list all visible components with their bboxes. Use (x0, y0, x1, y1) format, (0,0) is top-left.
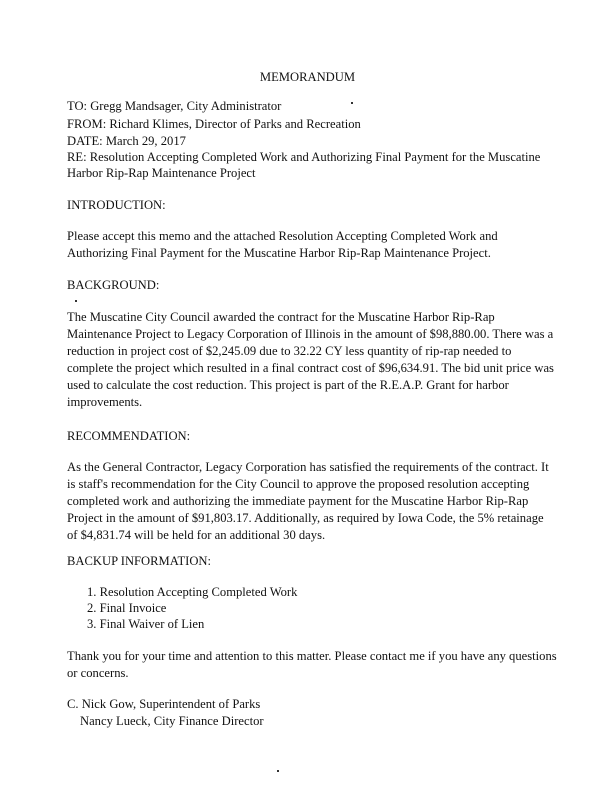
background-line: complete the project which resulted in a final contract cost of $96,634.91. The bid unit price was (67, 361, 554, 375)
backup-item: 1. Resolution Accepting Completed Work (87, 585, 298, 599)
closing-line: or concerns. (67, 666, 129, 680)
closing-line: Thank you for your time and attention to this matter. Please contact me if you have any questions (67, 649, 557, 663)
recommendation-line: completed work and authorizing the immediate payment for the Muscatine Harbor Rip-Rap (67, 494, 529, 508)
background-line: used to calculate the cost reduction. This project is part of the R.E.A.P. Grant for harbor (67, 378, 509, 392)
introduction-line: Please accept this memo and the attached Resolution Accepting Completed Work and (67, 229, 498, 243)
recommendation-line: Project in the amount of $91,803.17. Additionally, as required by Iowa Code, the 5% retainage (67, 511, 544, 525)
background-line: improvements. (67, 395, 143, 409)
background-line: The Muscatine City Council awarded the contract for the Muscatine Harbor Rip-Rap (67, 310, 495, 324)
scan-speck (277, 770, 279, 772)
recommendation-line: of $4,831.74 will be held for an additional 30 days. (67, 528, 326, 542)
date-line: DATE: March 29, 2017 (67, 134, 186, 148)
backup-item: 2. Final Invoice (87, 601, 167, 615)
scan-speck (351, 102, 353, 104)
scan-speck (75, 300, 77, 302)
to-line: TO: Gregg Mandsager, City Administrator (67, 99, 282, 113)
background-line: Maintenance Project to Legacy Corporation of Illinois in the amount of $98,880.00. There was a (67, 327, 554, 341)
re-line: RE: Resolution Accepting Completed Work and Authorizing Final Payment for the Muscatine (67, 150, 541, 164)
backup-item: 3. Final Waiver of Lien (87, 617, 205, 631)
cc-line: C. Nick Gow, Superintendent of Parks (67, 697, 261, 711)
recommendation-line: As the General Contractor, Legacy Corporation has satisfied the requirements of the contract. It (67, 460, 549, 474)
cc-line: Nancy Lueck, City Finance Director (80, 714, 264, 728)
recommendation-line: is staff's recommendation for the City Council to approve the proposed resolution accepting (67, 477, 530, 491)
re-line: Harbor Rip-Rap Maintenance Project (67, 166, 256, 180)
backup-heading: BACKUP INFORMATION: (67, 554, 212, 568)
introduction-line: Authorizing Final Payment for the Muscatine Harbor Rip-Rap Maintenance Project. (67, 246, 491, 260)
recommendation-heading: RECOMMENDATION: (67, 429, 191, 443)
introduction-heading: INTRODUCTION: (67, 198, 166, 212)
from-line: FROM: Richard Klimes, Director of Parks and Recreation (67, 117, 361, 131)
background-heading: BACKGROUND: (67, 278, 160, 292)
background-line: reduction in project cost of $2,245.09 due to 32.22 CY less quantity of rip-rap needed to (67, 344, 512, 358)
memo-title: MEMORANDUM (259, 70, 356, 84)
